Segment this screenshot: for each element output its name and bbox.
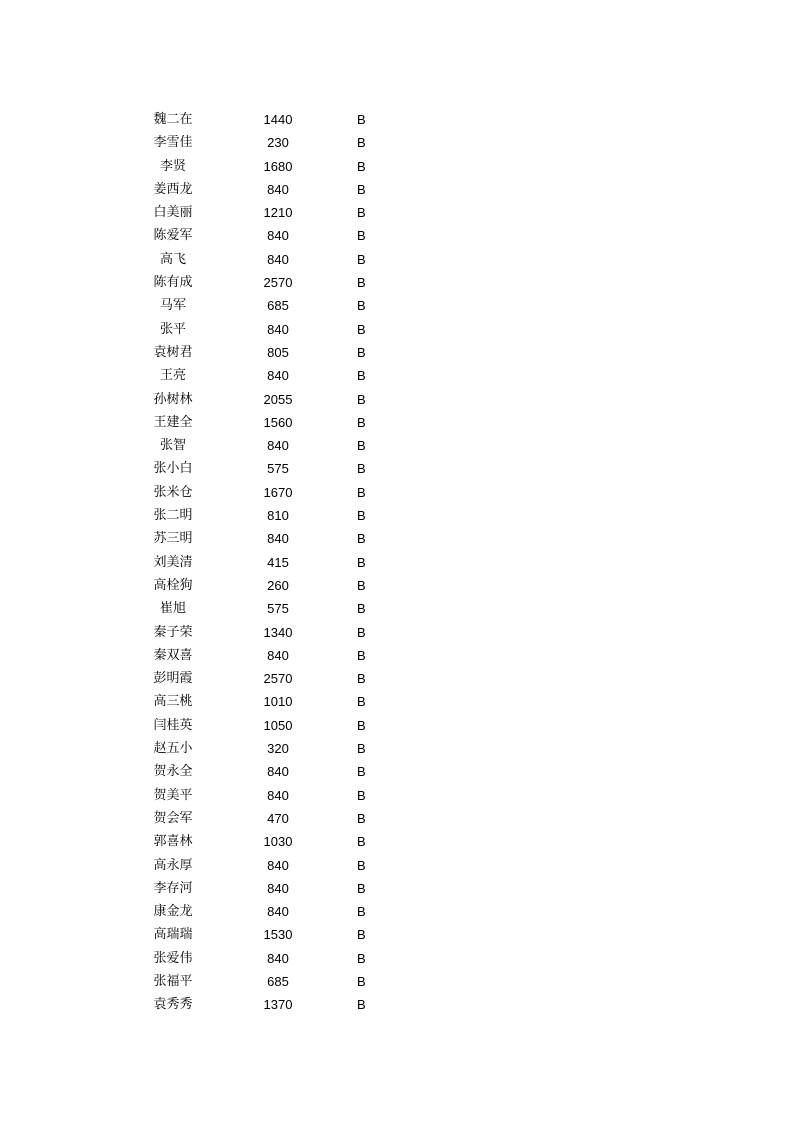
table-row xyxy=(0,504,793,527)
grade-cell: B xyxy=(357,484,366,500)
name-cell: 张二明 xyxy=(153,508,193,524)
grade-cell: B xyxy=(357,251,366,267)
grade-cell: B xyxy=(357,414,366,430)
name-cell: 贺会军 xyxy=(153,810,193,826)
table-row xyxy=(0,178,793,201)
table-row xyxy=(0,108,793,131)
amount-cell: 840 xyxy=(267,880,289,896)
table-row xyxy=(0,318,793,341)
name-cell: 王建全 xyxy=(153,414,193,430)
name-cell: 张米仓 xyxy=(153,484,193,500)
amount-cell: 2570 xyxy=(263,671,293,687)
name-cell: 贺永全 xyxy=(153,764,193,780)
name-cell: 李存河 xyxy=(153,880,193,896)
grade-cell: B xyxy=(357,275,366,291)
amount-cell: 1340 xyxy=(263,624,293,640)
grade-cell: B xyxy=(357,973,366,989)
table-row xyxy=(0,993,793,1016)
amount-cell: 1530 xyxy=(263,927,293,943)
name-cell: 孙树林 xyxy=(153,391,193,407)
grade-cell: B xyxy=(357,950,366,966)
grade-cell: B xyxy=(357,997,366,1013)
amount-cell: 840 xyxy=(267,857,289,873)
table-row xyxy=(0,690,793,713)
table-row xyxy=(0,830,793,853)
name-cell: 魏二在 xyxy=(153,112,193,127)
table-row xyxy=(0,341,793,364)
name-cell: 高瑞瑞 xyxy=(153,927,193,943)
name-cell: 郭喜林 xyxy=(153,834,193,850)
name-cell: 秦子荣 xyxy=(153,624,193,640)
name-cell: 贺美平 xyxy=(153,787,193,803)
grade-cell: B xyxy=(357,694,366,710)
table-row xyxy=(0,155,793,178)
amount-cell: 1670 xyxy=(263,484,293,500)
table-row xyxy=(0,574,793,597)
name-cell: 张智 xyxy=(159,438,187,454)
grade-cell: B xyxy=(357,880,366,896)
amount-cell: 840 xyxy=(267,904,289,920)
grade-cell: B xyxy=(357,764,366,780)
table-row xyxy=(0,457,793,480)
grade-cell: B xyxy=(357,391,366,407)
table-row xyxy=(0,271,793,294)
grade-cell: B xyxy=(357,438,366,454)
grade-cell: B xyxy=(357,647,366,663)
name-cell: 闫桂英 xyxy=(153,717,193,733)
name-cell: 张福平 xyxy=(153,973,193,989)
table-row xyxy=(0,294,793,317)
grade-cell: B xyxy=(357,624,366,640)
grade-cell: B xyxy=(357,904,366,920)
name-cell: 袁树君 xyxy=(153,344,193,360)
grade-cell: B xyxy=(357,554,366,570)
amount-cell: 1050 xyxy=(263,717,293,733)
grade-cell: B xyxy=(357,577,366,593)
table-row xyxy=(0,667,793,690)
amount-cell: 685 xyxy=(267,298,289,314)
grade-cell: B xyxy=(357,461,366,477)
amount-cell: 840 xyxy=(267,368,289,384)
amount-cell: 840 xyxy=(267,228,289,244)
amount-cell: 840 xyxy=(267,181,289,197)
amount-cell: 230 xyxy=(267,135,289,151)
name-cell: 陈有成 xyxy=(153,275,193,291)
grade-cell: B xyxy=(357,112,366,127)
grade-cell: B xyxy=(357,741,366,757)
table-row xyxy=(0,644,793,667)
amount-cell: 685 xyxy=(267,973,289,989)
grade-cell: B xyxy=(357,601,366,617)
grade-cell: B xyxy=(357,531,366,547)
amount-cell: 805 xyxy=(267,344,289,360)
grade-cell: B xyxy=(357,834,366,850)
amount-cell: 840 xyxy=(267,787,289,803)
name-cell: 李雪佳 xyxy=(153,135,193,151)
amount-cell: 840 xyxy=(267,321,289,337)
table-row xyxy=(0,900,793,923)
amount-cell: 840 xyxy=(267,251,289,267)
amount-cell: 840 xyxy=(267,950,289,966)
table-row xyxy=(0,760,793,783)
name-cell: 陈爱军 xyxy=(153,228,193,244)
name-cell: 崔旭 xyxy=(159,601,187,617)
table-row xyxy=(0,364,793,387)
grade-cell: B xyxy=(357,298,366,314)
name-cell: 刘美清 xyxy=(153,554,193,570)
name-cell: 高栓狗 xyxy=(153,577,193,593)
table-row xyxy=(0,621,793,644)
name-cell: 秦双喜 xyxy=(153,647,193,663)
table-row xyxy=(0,481,793,504)
amount-cell: 840 xyxy=(267,438,289,454)
table-row xyxy=(0,131,793,154)
name-cell: 彭明霞 xyxy=(153,671,193,687)
table-row xyxy=(0,923,793,946)
grade-cell: B xyxy=(357,508,366,524)
amount-cell: 575 xyxy=(267,461,289,477)
grade-cell: B xyxy=(357,368,366,384)
grade-cell: B xyxy=(357,228,366,244)
name-cell: 高飞 xyxy=(159,251,187,267)
amount-cell: 1030 xyxy=(263,834,293,850)
amount-cell: 1440 xyxy=(263,112,293,127)
grade-cell: B xyxy=(357,181,366,197)
amount-cell: 1010 xyxy=(263,694,293,710)
grade-cell: B xyxy=(357,927,366,943)
amount-cell: 1680 xyxy=(263,158,293,174)
amount-cell: 1560 xyxy=(263,414,293,430)
table-row xyxy=(0,784,793,807)
name-cell: 苏三明 xyxy=(153,531,193,547)
amount-cell: 840 xyxy=(267,531,289,547)
table-row xyxy=(0,224,793,247)
amount-cell: 2055 xyxy=(263,391,293,407)
amount-cell: 2570 xyxy=(263,275,293,291)
table-row xyxy=(0,970,793,993)
grade-cell: B xyxy=(357,810,366,826)
amount-cell: 260 xyxy=(267,577,289,593)
grade-cell: B xyxy=(357,321,366,337)
name-cell: 张平 xyxy=(159,321,187,337)
name-cell: 马军 xyxy=(159,298,187,314)
name-cell: 张爱伟 xyxy=(153,950,193,966)
grade-cell: B xyxy=(357,717,366,733)
table-row xyxy=(0,411,793,434)
table-row xyxy=(0,854,793,877)
name-cell: 赵五小 xyxy=(153,741,193,757)
table-row xyxy=(0,947,793,970)
amount-cell: 320 xyxy=(267,741,289,757)
amount-cell: 1210 xyxy=(263,205,293,221)
table-row xyxy=(0,877,793,900)
table-row xyxy=(0,807,793,830)
table-row xyxy=(0,714,793,737)
amount-cell: 575 xyxy=(267,601,289,617)
grade-cell: B xyxy=(357,344,366,360)
grade-cell: B xyxy=(357,158,366,174)
table-row xyxy=(0,248,793,271)
table-row xyxy=(0,551,793,574)
amount-cell: 840 xyxy=(267,764,289,780)
grade-cell: B xyxy=(357,857,366,873)
name-cell: 高永厚 xyxy=(153,857,193,873)
records-table xyxy=(0,108,793,1017)
table-row xyxy=(0,434,793,457)
table-row xyxy=(0,201,793,224)
table-row xyxy=(0,527,793,550)
name-cell: 王亮 xyxy=(159,368,187,384)
grade-cell: B xyxy=(357,135,366,151)
grade-cell: B xyxy=(357,205,366,221)
table-row xyxy=(0,388,793,411)
table-row xyxy=(0,737,793,760)
name-cell: 康金龙 xyxy=(153,904,193,920)
name-cell: 袁秀秀 xyxy=(153,997,193,1013)
grade-cell: B xyxy=(357,671,366,687)
amount-cell: 840 xyxy=(267,647,289,663)
amount-cell: 810 xyxy=(267,508,289,524)
amount-cell: 1370 xyxy=(263,997,293,1013)
amount-cell: 470 xyxy=(267,810,289,826)
grade-cell: B xyxy=(357,787,366,803)
table-row xyxy=(0,597,793,620)
name-cell: 李贤 xyxy=(159,158,187,174)
amount-cell: 415 xyxy=(267,554,289,570)
name-cell: 白美丽 xyxy=(153,205,193,221)
name-cell: 高三桃 xyxy=(153,694,193,710)
name-cell: 张小白 xyxy=(153,461,193,477)
name-cell: 姜西龙 xyxy=(153,181,193,197)
